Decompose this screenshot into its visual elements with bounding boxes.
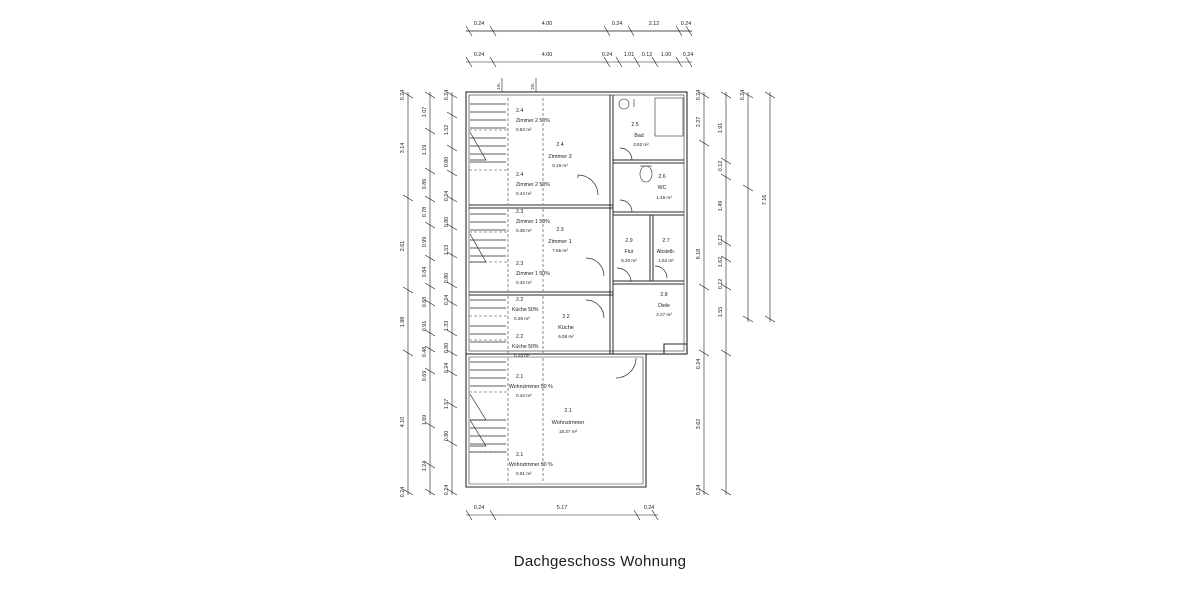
room-label [516, 172, 550, 196]
dim-label: 0.80 [444, 272, 450, 284]
dimension-line-top-1 [466, 26, 1092, 36]
dimension-line-bottom [466, 510, 658, 520]
dim-label: 1.01 [623, 52, 635, 58]
dim-label: 0.80 [444, 216, 450, 228]
dim-label: 0.84 [422, 266, 428, 278]
dim-label: 1.52 [444, 124, 450, 136]
room-name: Zimmer 1 50% [516, 271, 550, 277]
room-name: Wohnzimmer [551, 420, 585, 426]
dim-label: 1.19 [422, 144, 428, 156]
room-name: Diele [658, 303, 670, 309]
room-label [516, 261, 550, 285]
dim-label: 0.24 [601, 52, 613, 58]
room-name: Küche 50% [512, 307, 539, 313]
scale-tick-label: 1m. [496, 82, 501, 90]
dim-label: 0.12 [718, 278, 724, 290]
room-label [509, 374, 553, 398]
dim-label: 2.12 [648, 21, 660, 27]
dim-label: 7.16 [762, 194, 768, 206]
room-area: 0.53 m² [516, 127, 532, 132]
dim-label: 0.24 [444, 190, 450, 202]
dim-label: 0.48 [422, 346, 428, 358]
room-area: 6.20 m² [621, 258, 637, 263]
room-name: Zimmer 2 50% [516, 118, 550, 124]
room-name: Bad [634, 133, 644, 139]
dim-label: 1.53 [444, 244, 450, 256]
dim-label: 1.62 [718, 256, 724, 268]
room-code: 2.7 [662, 238, 670, 244]
dim-label: 4.00 [541, 52, 553, 58]
dim-label: 0.99 [422, 236, 428, 248]
room-code: 2.2 [516, 297, 524, 303]
room-label [631, 122, 649, 147]
dim-label: 0.24 [643, 505, 655, 511]
room-code: 2.3 [516, 261, 524, 267]
right-outer-dimension-labels [740, 90, 768, 206]
dim-label: 0.24 [444, 484, 450, 496]
room-code: 2.4 [516, 108, 524, 114]
room-label [512, 297, 539, 321]
dim-label: 2.27 [696, 116, 702, 128]
room-label [552, 408, 585, 434]
dim-label: 3.62 [696, 418, 702, 430]
dim-label: 0.24 [696, 484, 702, 496]
room-name: Zimmer 1 [548, 239, 572, 245]
dim-label: 0.24 [473, 21, 485, 27]
room-area: 15.37 m² [558, 429, 578, 434]
room-label [656, 174, 672, 200]
room-name: Zimmer 2 50% [516, 182, 550, 188]
room-code: 2.3 [516, 209, 524, 215]
dim-label: 1.33 [444, 320, 450, 332]
room-code: 2.9 [625, 238, 633, 244]
dim-label: 0.12 [718, 160, 724, 172]
room-area: 1.62 m² [658, 258, 674, 263]
room-area: 0.61 m² [516, 471, 532, 476]
room-code: 2.2 [562, 314, 570, 320]
room-code: 2.1 [564, 408, 572, 414]
dim-label: 5.17 [556, 505, 568, 511]
room-code: 2.6 [658, 174, 666, 180]
dim-label: 6.18 [696, 248, 702, 260]
dim-label: 0.80 [444, 430, 450, 442]
room-label [516, 108, 550, 132]
room-area: 1.49 m² [656, 195, 672, 200]
dim-label: 0.24 [444, 294, 450, 306]
dim-label: 1.49 [718, 200, 724, 212]
dimension-line-top-2 [466, 57, 692, 67]
windows [470, 104, 506, 452]
room-label [621, 238, 637, 263]
room-label [656, 292, 672, 317]
room-code: 2.1 [516, 374, 524, 380]
dim-label: 1.24 [422, 460, 428, 472]
dim-label: 0.24 [696, 89, 702, 101]
room-label [516, 209, 550, 233]
room-code: 2.2 [516, 334, 524, 340]
dim-label: 0.24 [680, 21, 692, 27]
dim-label: 0.24 [400, 89, 406, 101]
room-area: 6.08 m² [558, 334, 574, 339]
room-name: Küche [558, 325, 574, 331]
dim-label: 0.91 [422, 320, 428, 332]
room-label [548, 227, 572, 253]
dim-label: 0.80 [444, 156, 450, 168]
dim-label: 1.07 [422, 106, 428, 118]
room-name: Abstellr. [656, 249, 676, 255]
room-area: 9.19 m² [552, 163, 568, 168]
dim-label: 0.24 [682, 52, 694, 58]
room-label [558, 314, 574, 339]
dim-label: 0.12 [641, 52, 653, 58]
room-area: 0.44 m² [516, 191, 532, 196]
dim-label: 1.57 [444, 398, 450, 410]
room-code: 2.1 [516, 452, 524, 458]
dim-label: 1.91 [718, 122, 724, 134]
dim-label: 0.24 [400, 486, 406, 498]
room-name: Küche 50% [512, 344, 539, 350]
room-code: 2.4 [516, 172, 524, 178]
plan-caption: Dachgeschoss Wohnung [513, 553, 687, 570]
bottom-dimension-labels [474, 505, 655, 511]
dim-label: 0.24 [444, 89, 450, 101]
dim-label: 0.24 [740, 89, 746, 101]
left-inner-dimension-labels [444, 90, 450, 496]
room-code: 2.4 [556, 142, 564, 148]
dim-label: 0.24 [473, 505, 485, 511]
room-label [509, 452, 553, 476]
dim-label: 0.12 [718, 234, 724, 246]
scale-tick-label: 2m. [530, 82, 535, 90]
room-area: 3.62 m² [633, 142, 649, 147]
room-code: 2.8 [660, 292, 668, 298]
room-area: 0.42 m² [516, 280, 532, 285]
dim-label: 0.68 [422, 296, 428, 308]
dim-label: 0.80 [444, 342, 450, 354]
room-name: Zimmer 1 50% [516, 219, 550, 225]
dim-label: 0.24 [611, 21, 623, 27]
dim-label: 4.10 [400, 416, 406, 428]
top-dimension-labels-1 [474, 21, 692, 27]
room-area: 0.24 m² [514, 353, 530, 358]
room-name: Zimmer 2 [548, 154, 572, 160]
room-area: 0.29 m² [514, 316, 530, 321]
dim-label: 0.78 [422, 206, 428, 218]
dim-label: 1.98 [400, 316, 406, 328]
dim-label: 1.69 [422, 414, 428, 426]
right-inner-dimension-labels [696, 90, 702, 496]
sloped-ceiling-lines [469, 98, 543, 483]
left-mid-dimension-labels [422, 107, 428, 472]
dim-label: 0.24 [444, 362, 450, 374]
room-name: Wohnzimmer 50 % [509, 384, 553, 390]
room-label [548, 142, 572, 168]
doors [578, 148, 670, 378]
right-mid-dimension-labels [718, 123, 724, 318]
room-area: 0.34 m² [516, 393, 532, 398]
room-code: 2.5 [631, 122, 639, 128]
dim-label: 0.86 [422, 178, 428, 190]
dim-label: 1.55 [718, 306, 724, 318]
room-label [657, 238, 675, 263]
top-dimension-labels-2 [474, 52, 694, 58]
dim-label: 1.00 [660, 52, 672, 58]
room-name: Wohnzimmer 50 % [509, 462, 553, 468]
room-area: 0.38 m² [516, 228, 532, 233]
interior-walls [469, 95, 684, 354]
dim-label: 0.69 [422, 370, 428, 382]
dim-label: 4.00 [541, 21, 553, 27]
room-name: WC [657, 185, 667, 191]
left-outer-dimension-labels [400, 90, 406, 498]
room-code: 2.3 [556, 227, 564, 233]
dim-label: 2.61 [400, 240, 406, 252]
plan-geometry [403, 26, 1092, 520]
room-area: 2.27 m² [656, 312, 672, 317]
room-area: 7.65 m² [552, 248, 568, 253]
room-name: Flur [624, 249, 634, 255]
dim-label: 0.24 [696, 358, 702, 370]
dim-label: 0.24 [473, 52, 485, 58]
dim-label: 3.14 [400, 142, 406, 154]
